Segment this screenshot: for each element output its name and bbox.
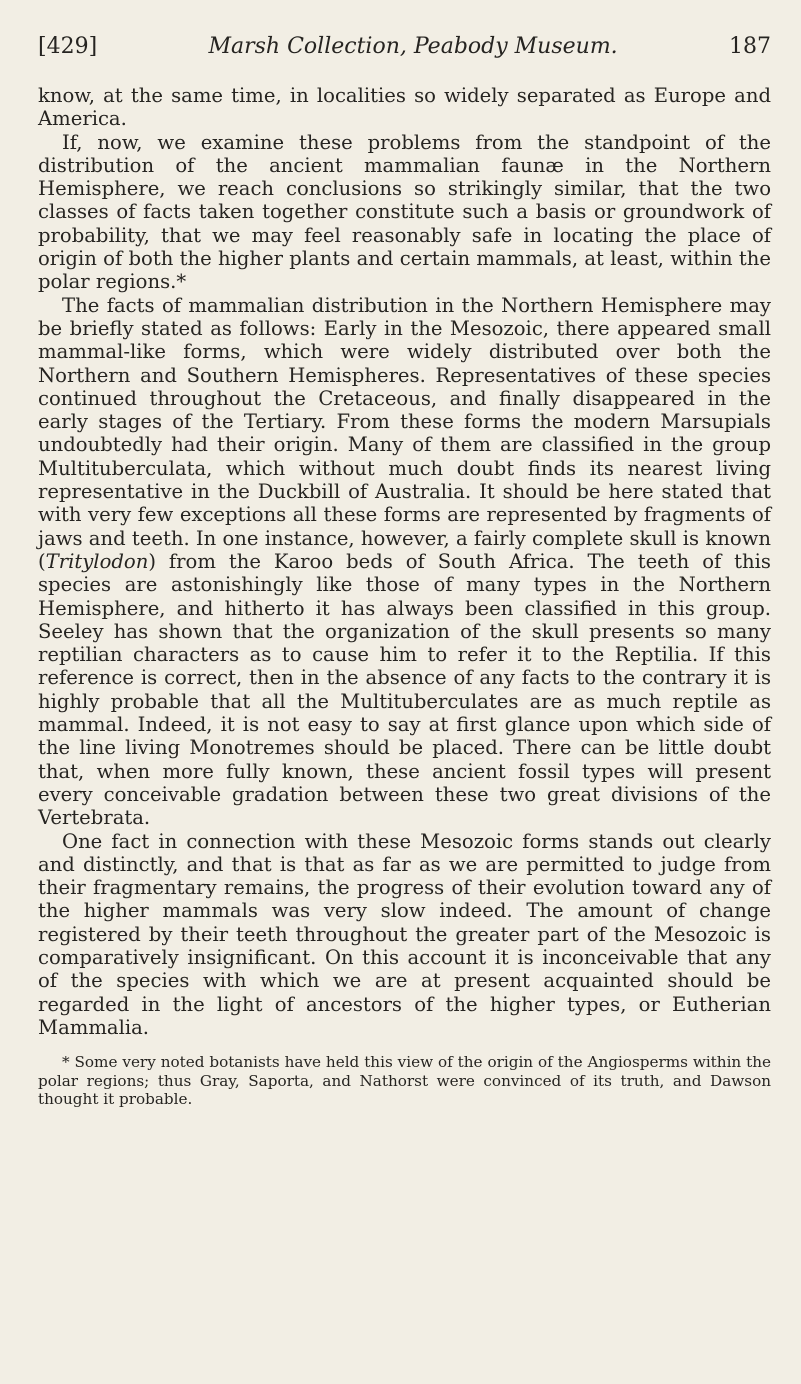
running-header xyxy=(38,32,771,62)
paragraph-mammalian-facts-part2: ) from the Karoo beds of South Africa. The teeth of this species are astonishingly like those of many types in the Northern Hemisphere, and hitherto it has always been classified in this group. Seeley has shown that the organization of the skull presents so many reptilian characters as to cause him to refer it to the Reptilia. If this reference is correct, then in the absence of any facts to the contrary it is highly probable that all the Multituberculates are as much reptile as mammal. Indeed, it is not easy to say at first glance upon which side of the line living Monotremes should be placed. There can be little doubt that, when more fully known, these ancient fossil types will present every conceivable gradation between these two great divisions of the Vertebrata. xyxy=(38,549,771,830)
tritylodon-term: Tritylodon xyxy=(45,549,149,573)
paragraph-continuation: know, at the same time, in localities so widely separated as Europe and America. xyxy=(38,84,771,131)
paragraph-mesozoic-forms: One fact in connection with these Mesozoic forms stands out clearly and distinctly, and that is that as far as we are permitted to judge from their fragmentary remains, the progress of their evolution toward any of the higher mammals was very slow indeed. The amount of change registered by their teeth throughout the greater part of the Mesozoic is comparatively insignificant. On this account it is inconceivable that any of the species with which we are at present acquainted should be regarded in the light of ancestors of the higher types, or Eutherian Mammalia. xyxy=(38,829,771,1039)
footnote: * Some very noted botanists have held this view of the origin of the Angiosperms within the polar regions; thus Gray, Saporta, and Nathorst were convinced of its truth, and Dawson thought it probable. xyxy=(38,1053,771,1109)
running-title: Marsh Collection, Peabody Museum. xyxy=(208,34,618,59)
book-page xyxy=(38,32,771,1124)
body-text xyxy=(38,84,771,1039)
paragraph-distribution: If, now, we examine these problems from the standpoint of the distribution of the ancient mammalian faunæ in the Northern Hemisphere, we reach conclusions so strikingly similar, that the two classes of facts taken together constitute such a basis or groundwork of probability, that we may feel reasonably safe in locating the place of origin of both the higher plants and certain mammals, at least, within the polar regions.* xyxy=(38,130,771,294)
paragraph-mammalian-facts-part1: The facts of mammalian distribution in the Northern Hemisphere may be briefly stated as follows: Early in the Mesozoic, there appeared small mammal-like forms, which were widely distributed over both the Northern and Southern Hemispheres. Representatives of these species continued throughout the Cretaceous, and finally disappeared in the early stages of the Tertiary. From these forms the modern Marsupials undoubtedly had their origin. Many of them are classified in the group Multituberculata, which without much doubt finds its nearest living representative in the Duckbill of Australia. It should be here stated that with very few exceptions all these forms are represented by fragments of jaws and teeth. In one instance, however, a fairly complete skull is known ( xyxy=(38,293,772,573)
page-bracket-number: [429] xyxy=(38,34,98,59)
page-number: 187 xyxy=(729,34,771,59)
paragraph-mammalian-facts xyxy=(38,294,771,830)
